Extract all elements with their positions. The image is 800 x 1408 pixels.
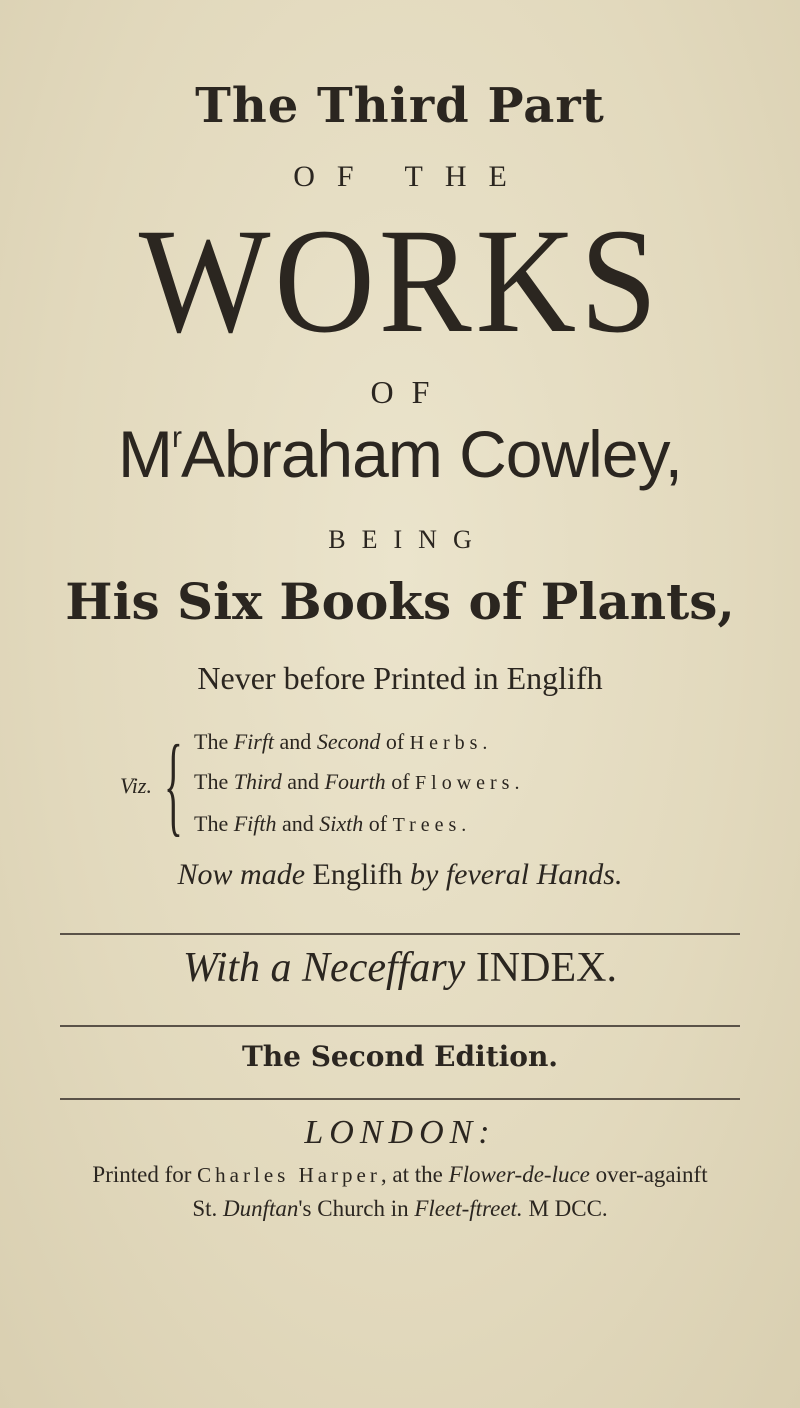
title-line-being: BEING (328, 525, 488, 554)
imprint-place: LONDON: (304, 1114, 496, 1151)
index-line: With a Neceffary INDEX. (183, 945, 617, 991)
divider-rule (60, 1098, 740, 1100)
contents-row-flowers: The Third and Fourth of Flowers. (194, 769, 525, 794)
divider-rule (60, 1025, 740, 1027)
contents-row-trees: The Fifth and Sixth of Trees. (194, 811, 472, 836)
contents-row-herbs: The Firft and Second of Herbs. (194, 729, 493, 754)
title-line-of-the: OF THE (293, 160, 529, 193)
contents-list (120, 723, 740, 849)
imprint-line-2: St. Dunftan's Church in Fleet-ftreet. M DCC. (192, 1196, 608, 1221)
imprint-line-1: Printed for Charles Harper, at the Flower-de-luce over-againft (92, 1162, 708, 1187)
edition-line: The Second Edition. (241, 1040, 559, 1073)
title-line-works: WORKS (138, 198, 662, 364)
divider-rule (60, 933, 740, 935)
viz-label: Viz. (120, 773, 152, 798)
title-line-of: OF (370, 374, 448, 410)
title-line-third-part: The Third Part (195, 78, 605, 134)
title-line-never-printed: Never before Printed in Englifh (197, 660, 603, 696)
brace-glyph: { (164, 723, 183, 847)
author-name: $M^rAbraham$ Cowley, (118, 417, 682, 491)
title-line-six-books: His Six Books of Plants, (65, 572, 735, 631)
translation-line: Now made Englifh by feveral Hands. (177, 858, 623, 891)
